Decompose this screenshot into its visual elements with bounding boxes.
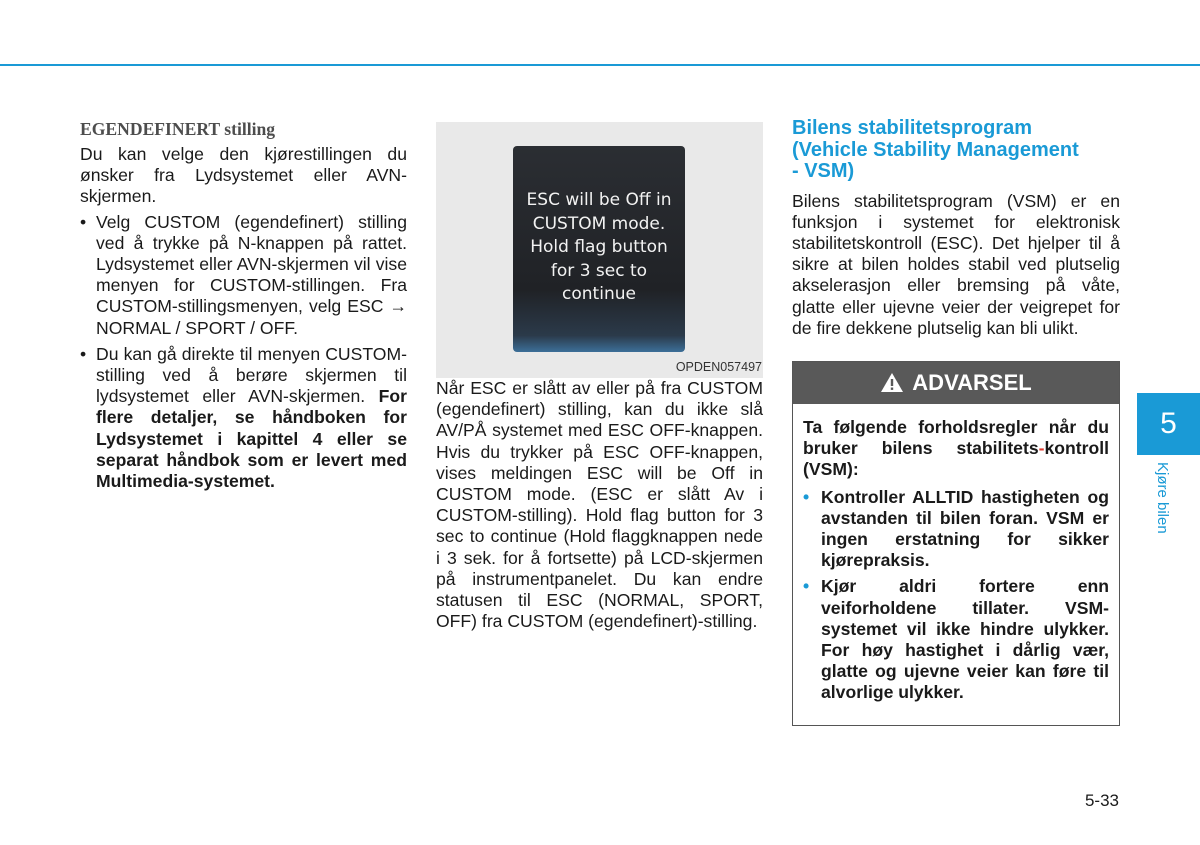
warning-intro <box>803 417 1109 481</box>
vsm-title <box>792 118 1120 183</box>
warning-box <box>792 361 1120 726</box>
warning-triangle-icon <box>880 372 904 393</box>
lcd-line: Hold flag button <box>530 237 668 257</box>
lcd-line: CUSTOM mode. <box>532 213 666 234</box>
vsm-title-line: - VSM) <box>792 160 855 182</box>
lcd-line: for 3 sec to <box>550 260 648 281</box>
lcd-figure <box>436 122 763 378</box>
right-column <box>792 118 1120 726</box>
custom-bullet-direct-bold: For flere detaljer, se håndboken for Lydsystemet i kapittel 4 eller se separat håndbok som er levert med Multimedia-systemet. <box>96 386 407 492</box>
top-rule <box>0 64 1200 66</box>
esc-custom-text: Når ESC er slått av eller på fra CUSTOM (egendefinert) stilling, kan du ikke slå AV/PÅ systemet med ESC OFF-knappen. Hvis du trykker på ESC OFF-knappen, vises meldingen ESC will be Off in CUSTOM mode. (ESC er slått Av i CUSTOM-stilling). Hold flag button for 3 sec to continue (Hold flaggknappen nede i 3 sek. for å fortsette) på LCD-skjermen på instrumentpanelet. Du kan endre statusen til ESC (NORMAL, SPORT, OFF) fra CUSTOM (egendefinert)-stilling. <box>436 378 763 632</box>
lcd-line: continue <box>562 284 636 304</box>
custom-bullet-direct-text: Du kan gå direkte til menyen CUSTOM-stilling ved å berøre skjermen til lydsystemet eller AVN-skjermen. <box>96 343 407 407</box>
lcd-screen <box>513 146 685 352</box>
vsm-title-line: (Vehicle Stability Management <box>792 138 1079 161</box>
warning-item: • Kontroller ALLTID hastigheten og avstanden til bilen foran. VSM er ingen erstatning for sikker kjørepraksis. <box>803 487 1109 572</box>
warning-list <box>803 487 1109 704</box>
figure-code: OPDEN057497 <box>675 360 762 374</box>
warning-header <box>793 362 1119 404</box>
lcd-line: ESC will be Off in <box>526 190 672 210</box>
warning-intro-part1: Ta følgende forholdsregler når du bruker bilens stabilitets <box>803 416 1109 459</box>
custom-bullet-direct <box>80 344 407 492</box>
vsm-title-line: Bilens stabilitetsprogram <box>792 117 1033 139</box>
warning-intro-part2: kontroll (VSM): <box>803 438 1109 480</box>
warning-intro-hyphen: - <box>1038 438 1045 459</box>
warning-title: ADVARSEL <box>912 370 1032 396</box>
left-column <box>80 118 407 497</box>
page-number: 5-33 <box>1084 791 1119 810</box>
middle-column <box>436 122 763 632</box>
custom-bullet-select: • Velg CUSTOM (egendefinert) stilling ved å trykke på N-knappen på rattet. Lydsystemet eller AVN-skjermen vil vise menyen for CUSTOM-stillingen. Fra CUSTOM-stillingsmenyen, velg ESC → NORMAL / SPORT / OFF. <box>80 212 407 339</box>
custom-mode-bullets <box>80 212 407 493</box>
warning-body <box>793 404 1119 725</box>
chapter-label: Kjøre bilen <box>1154 462 1171 534</box>
vsm-body: Bilens stabilitetsprogram (VSM) er en funksjon i systemet for elektronisk stabilitetskontroll (ESC). Det hjelper til å sikre at bilen holdes stabil ved plutselig akselerasjon eller bremsing på våte, glatte eller ujevne veier der veigrepet for de fire dekkene plutselig kan bli ulikt. <box>792 190 1120 338</box>
custom-mode-intro: Du kan velge den kjørestillingen du ønsker fra Lydsystemet eller AVN-skjermen. <box>80 144 407 207</box>
chapter-tab: 5 <box>1137 393 1200 455</box>
custom-mode-heading: EGENDEFINERT stilling <box>80 119 276 139</box>
warning-item: • Kjør aldri fortere enn veiforholdene tillater. VSM-systemet vil ikke hindre ulykker. For høy hastighet i dårlig vær, glatte og ujevne veier kan føre til alvorlige ulykker. <box>803 576 1109 703</box>
